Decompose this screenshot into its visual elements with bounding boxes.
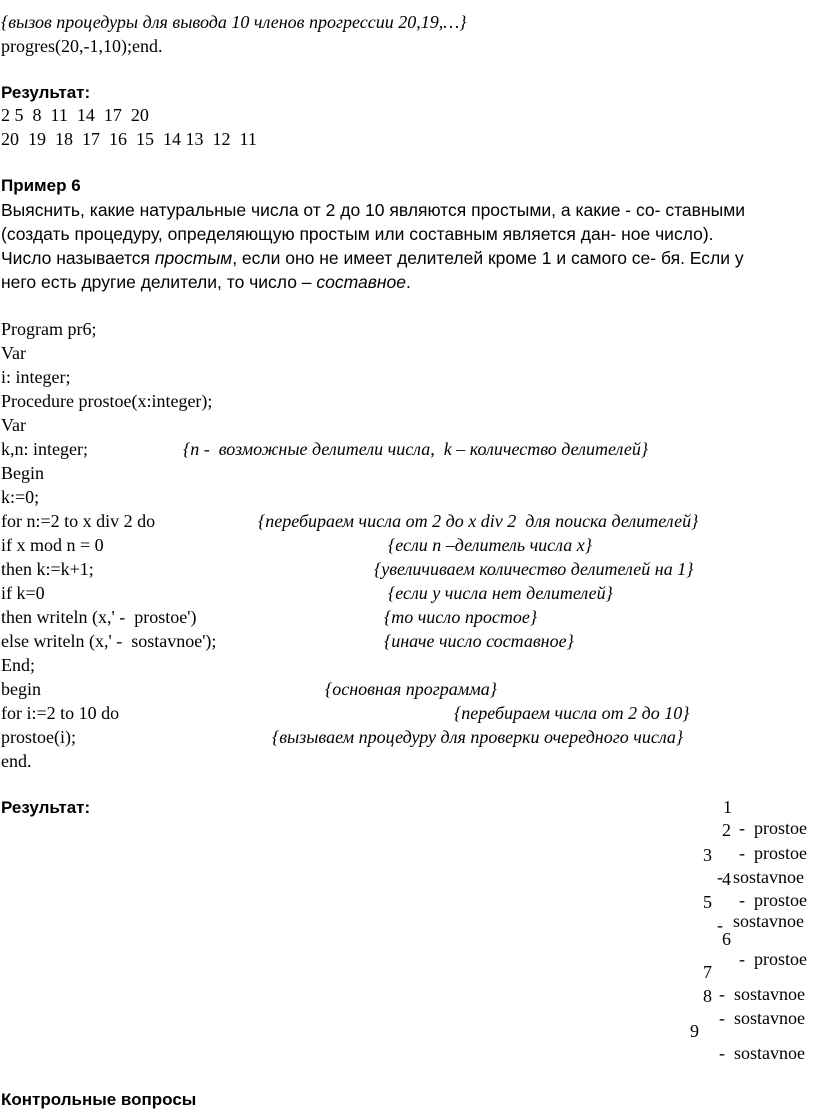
output-text: - prostoe <box>739 843 807 863</box>
output-number: 2 <box>722 820 731 840</box>
code-line: end. <box>1 751 32 771</box>
result-line-2: 20 19 18 17 16 15 14 13 12 11 <box>1 129 257 149</box>
code-comment: {увеличиваем количество делителей на 1} <box>374 559 694 579</box>
code-line: Procedure prostoe(x:integer); <box>1 391 213 411</box>
code-comment: {перебираем числа от 2 до x div 2 для поиска делителей} <box>258 511 699 531</box>
code-line: then writeln (x,' - prostoe') <box>1 607 197 627</box>
result-heading: Результат: <box>1 83 91 102</box>
result-heading: Результат: <box>1 798 91 817</box>
code-line: prostoe(i); <box>1 727 76 747</box>
code-line: Begin <box>1 463 44 483</box>
code-comment: {если n –делитель числа x} <box>388 535 592 555</box>
code-line: then k:=k+1; <box>1 559 94 579</box>
output-text: - sostavnoe <box>719 1043 805 1063</box>
output-text: sostavnoe <box>733 911 804 931</box>
code-line: Var <box>1 343 26 363</box>
output-number: 8 <box>703 986 712 1006</box>
code-line: if x mod n = 0 <box>1 535 104 555</box>
code-line: k:=0; <box>1 487 40 507</box>
code-comment: {если у числа нет делителей} <box>388 583 613 603</box>
output-number: 6 <box>722 929 731 949</box>
output-number: 4 <box>722 869 731 889</box>
code-line: begin <box>1 679 41 699</box>
code-comment: {вызываем процедуру для проверки очередного числа} <box>272 727 684 747</box>
output-text: - sostavnoe <box>719 1008 805 1028</box>
code-line: for n:=2 to x div 2 do <box>1 511 156 531</box>
example-heading: Пример 6 <box>1 176 81 195</box>
output-text: - prostoe <box>739 890 807 910</box>
code-comment: {n - возможные делители числа, k – количество делителей} <box>183 439 649 459</box>
output-number: 1 <box>723 797 732 817</box>
call-line: progres(20,-1,10);end. <box>1 36 163 56</box>
code-line: i: integer; <box>1 367 71 387</box>
example-paragraph-line: Число называется простым, если оно не имеет делителей кроме 1 и самого се- бя. Если у <box>1 248 744 268</box>
code-comment: {перебираем числа от 2 до 10} <box>454 703 690 723</box>
example-paragraph-line: него есть другие делители, то число – составное. <box>1 272 411 292</box>
output-text: - prostoe <box>739 949 807 969</box>
code-line: k,n: integer; <box>1 439 88 459</box>
example-paragraph-line: Выяснить, какие натуральные числа от 2 до 10 являются простыми, а какие - со- ставными <box>1 200 746 220</box>
output-number: 9 <box>690 1021 699 1041</box>
code-line: End; <box>1 655 35 675</box>
output-number: 3 <box>703 845 712 865</box>
example-paragraph-line: (создать процедуру, определяющую простым или составным является дан- ное число). <box>1 224 714 244</box>
code-line: Program pr6; <box>1 319 97 339</box>
code-comment: {основная программа} <box>325 679 497 699</box>
code-line: else writeln (x,' - sostavnoe'); <box>1 631 217 651</box>
output-number: 7 <box>703 962 712 982</box>
code-comment: {иначе число составное} <box>384 631 574 651</box>
output-text: - <box>717 867 723 887</box>
output-text: - sostavnoe <box>719 984 805 1004</box>
result-line-1: 2 5 8 11 14 17 20 <box>1 105 149 125</box>
code-comment: {то число простое} <box>384 607 538 627</box>
code-line: Var <box>1 415 26 435</box>
code-line: for i:=2 to 10 do <box>1 703 120 723</box>
output-text: sostavnoe <box>733 867 804 887</box>
output-text: - <box>717 915 723 935</box>
section-heading: Контрольные вопросы <box>1 1090 197 1109</box>
output-text: - prostoe <box>739 818 807 838</box>
output-number: 5 <box>703 892 712 912</box>
code-line: if k=0 <box>1 583 45 603</box>
call-comment: {вызов процедуры для вывода 10 членов прогрессии 20,19,…} <box>1 12 467 32</box>
